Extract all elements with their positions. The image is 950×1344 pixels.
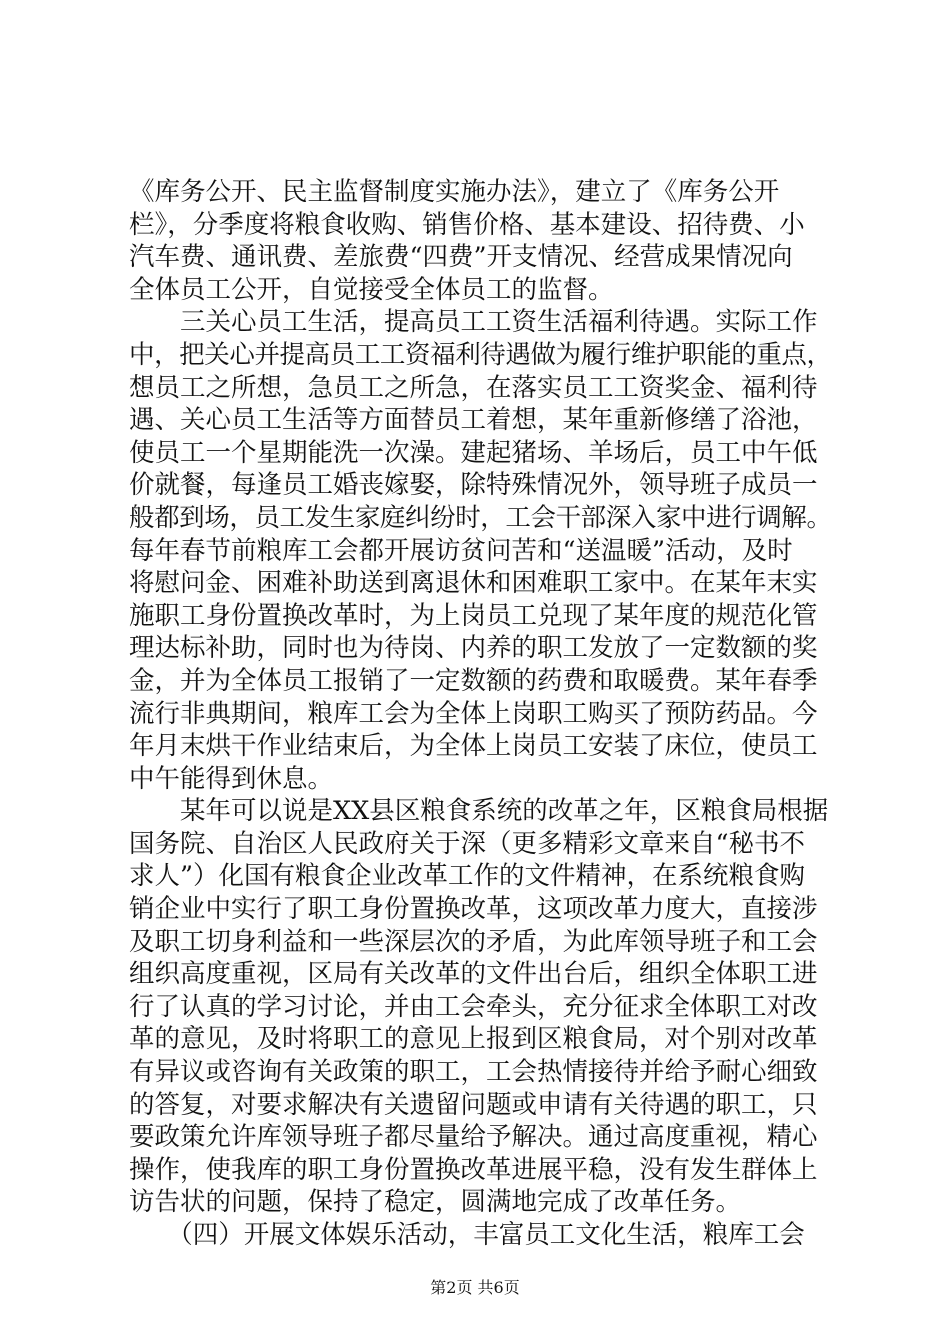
text-line: 使员工一个星期能洗一次澡。建起猪场、羊场后，员工中午低 xyxy=(129,437,818,468)
text-line: 销企业中实行了职工身份置换改革，这项改革力度大，直接涉 xyxy=(129,894,818,925)
text-line: 操作，使我库的职工身份置换改革进展平稳，没有发生群体上 xyxy=(129,1154,818,1185)
text-line: 遇、关心员工生活等方面替员工着想，某年重新修缮了浴池， xyxy=(129,405,818,436)
page-footer: 第2页 共6页 xyxy=(430,1278,520,1297)
text-line: 栏》，分季度将粮食收购、销售价格、基本建设、招待费、小 xyxy=(129,209,805,240)
text-line: 的答复，对要求解决有关遗留问题或申请有关待遇的职工，只 xyxy=(129,1089,818,1120)
text-line: 三关心员工生活，提高员工工资生活福利待遇。实际工作 xyxy=(129,307,818,338)
text-line: 汽车费、通讯费、差旅费“四费”开支情况、经营成果情况向 xyxy=(129,242,793,273)
text-line: 流行非典期间，粮库工会为全体上岗职工购买了预防药品。今 xyxy=(129,698,818,729)
text-line: 全体员工公开，自觉接受全体员工的监督。 xyxy=(129,274,614,305)
text-line: 有异议或咨询有关政策的职工，工会热情接待并给予耐心细致 xyxy=(129,1057,818,1088)
body-text xyxy=(129,176,832,1252)
text-line: 革的意见，及时将职工的意见上报到区粮食局，对个别对改革 xyxy=(129,1024,818,1055)
text-line: 国务院、自治区人民政府关于深（更多精彩文章来自“秘书不 xyxy=(129,828,806,859)
text-line: （四）开展文体娱乐活动，丰富员工文化生活，粮库工会 xyxy=(129,1220,805,1250)
text-line: 想员工之所想，急员工之所急，在落实员工工资奖金、福利待 xyxy=(129,372,818,403)
text-line: 价就餐，每逢员工婚丧嫁娶，除特殊情况外，领导班子成员一 xyxy=(129,470,818,501)
text-line: 访告状的问题，保持了稳定，圆满地完成了改革任务。 xyxy=(129,1187,742,1218)
text-line: 将慰问金、困难补助送到离退休和困难职工家中。在某年末实 xyxy=(129,568,818,599)
text-line: 金，并为全体员工报销了一定数额的药费和取暖费。某年春季 xyxy=(129,665,818,696)
text-line: 组织高度重视，区局有关改革的文件出台后，组织全体职工进 xyxy=(129,959,818,990)
text-line: 理达标补助，同时也为待岗、内养的职工发放了一定数额的奖 xyxy=(129,633,818,664)
text-line: 中，把关心并提高员工工资福利待遇做为履行维护职能的重点， xyxy=(129,339,832,370)
text-line: 行了认真的学习讨论，并由工会牵头，充分征求全体职工对改 xyxy=(129,991,818,1022)
text-line: 施职工身份置换改革时，为上岗员工兑现了某年度的规范化管 xyxy=(129,600,818,631)
text-line: 某年可以说是XX县区粮食系统的改革之年，区粮食局根据 xyxy=(129,796,829,827)
text-line: 求人”）化国有粮食企业改革工作的文件精神，在系统粮食购 xyxy=(129,861,806,892)
text-line: 中午能得到休息。 xyxy=(129,763,334,794)
text-line: 每年春节前粮库工会都开展访贫问苦和“送温暖”活动，及时 xyxy=(129,535,793,566)
text-line: 《库务公开、民主监督制度实施办法》，建立了《库务公开 xyxy=(129,177,780,207)
text-line: 年月末烘干作业结束后，为全体上岗员工安装了床位，使员工 xyxy=(129,731,818,762)
text-line: 及职工切身利益和一些深层次的矛盾，为此库领导班子和工会 xyxy=(129,926,818,957)
text-line: 般都到场，员工发生家庭纠纷时，工会干部深入家中进行调解。 xyxy=(129,502,832,533)
text-line: 要政策允许库领导班子都尽量给予解决。通过高度重视，精心 xyxy=(129,1122,818,1153)
